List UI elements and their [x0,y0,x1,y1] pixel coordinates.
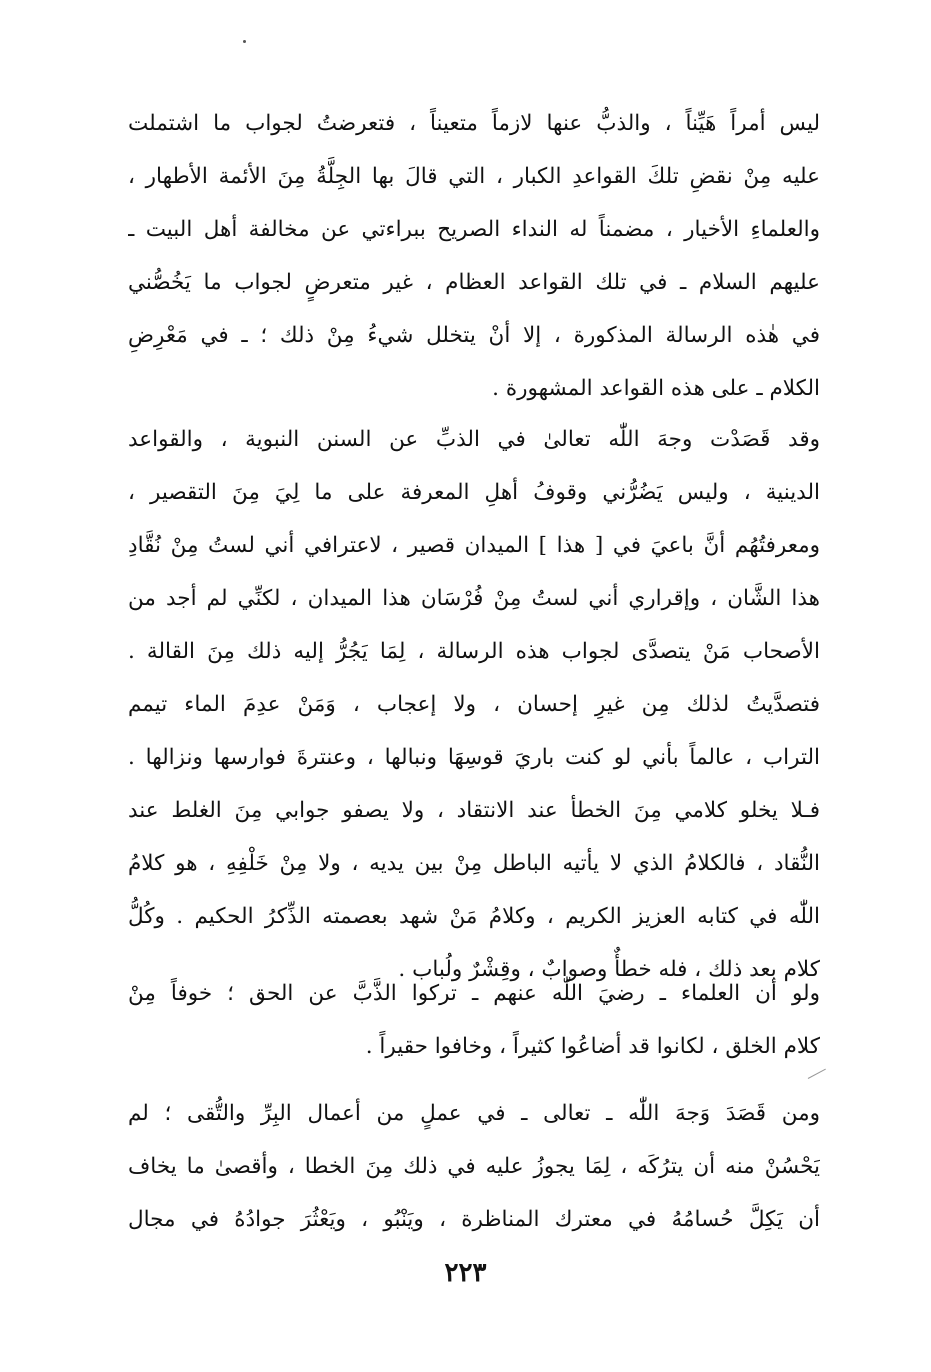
text-line: فتصدَّيتُ لذلك مِن غيرِ إحسان ، ولا إعجاب ، وَمَنْ عدِمَ الماء تيمم [128,692,820,717]
paragraph-1 [128,97,820,415]
text-line: أن يَكِلَّ حُسامُهُ في معترك المناظرة ، ويَنْبُو ، ويَعْثُرَ جوادُهُ في مجال [128,1207,820,1232]
text-line: الأصحاب مَنْ يتصدَّى لجواب هذه الرسالة ، لِمَا يَجُرُّ إليه ذلك مِنَ القالة . [128,639,820,664]
text-line: كلام الخلق ، لكانوا قد أضاعُوا كثيراً ، وخافوا حقيراً . [365,1034,820,1059]
scan-speck [243,40,246,43]
text-line: يَحْسُنْ منه أن يترُكَه ، لِمَا يجوزُ عليه في ذلك مِنَ الخطا ، وأقصىٰ ما يخاف [128,1154,820,1179]
text-line: ومعرفتُهُم أنَّ باعيَ في [ هذا ] الميدان قصير ، لاعترافي أني لستُ مِنْ نُقَّادِ [128,533,820,558]
text-line: كلام بعد ذلك ، فله خطأٌ وصوابٌ ، وقِشْرٌ ولُباب . [398,957,820,982]
text-line: التراب ، عالماً بأني لو كنت باريَ قوسِهَا ونبالها ، وعنترةَ فوارسها ونزالها . [128,745,820,770]
text-line: ومن قَصَدَ وَجهَ اللّٰه ـ تعالى ـ في عملٍ من أعمال البِرِّ والتُّقى ؛ لم [128,1101,820,1126]
text-line: وقد قَصَدْت وجهَ اللّٰه تعالىٰ في الذبِّ عن السنن النبوية ، والقواعد [128,427,820,452]
text-line: ليس أمراً هَيِّناً ، والذبُّ عنها لازماً متعيناً ، فتعرضتُ لجواب ما اشتملت [128,111,820,136]
text-line: عليهم السلام ـ في تلك القواعد العظام ، غير متعرضٍ لجواب ما يَخُصُّني [128,270,820,295]
text-line: فـلا يخلو كلامي مِنَ الخطأ عند الانتقاد ، ولا يصفو جوابي مِنَ الغلط عند [128,798,820,823]
paragraph-3 [128,967,820,1073]
page-number: ٢٢٣ [444,1258,487,1288]
text-line: عليه مِنْ نقضِ تلكَ القواعدِ الكبار ، التي قالَ بها الجِلَّةُ مِنَ الأئمة الأطهار ، [128,164,820,189]
text-line: اللّٰه في كتابه العزيز الكريم ، وكلامُ مَنْ شهد بعصمته الذِّكرُ الحكيم . وكُلُّ [128,904,820,929]
text-line: هذا الشَّان ، وإقراري أني لستُ مِنْ فُرْسَان هذا الميدان ، لكنِّي لم أجد من [128,586,820,611]
paragraph-4 [128,1087,820,1246]
text-line: والعلماءِ الأخيار ، مضمناً له النداء الصريح ببراءتي عن مخالفة أهل البيت ـ [128,217,820,242]
text-line: الدينية ، وليس يَضُرُّني وقوفُ أهلِ المعرفة على ما لِيَ مِنَ التقصير ، [128,480,820,505]
text-line: في هٰذه الرسالة المذكورة ، إلا أنْ يتخلل شيءُ مِنْ ذلك ؛ ـ في مَعْرِضِ [128,323,820,348]
text-line: الكلام ـ على هذه القواعد المشهورة . [492,376,820,401]
text-line: ولو أن العلماء ـ رضيَ اللّٰه عنهم ـ تركوا الذَّبَّ عن الحق ؛ خوفاً مِنْ [128,981,820,1006]
paragraph-2 [128,413,820,996]
text-line: النُّقاد ، فالكلامُ الذي لا يأتيه الباطل مِنْ بين يديه ، ولا مِنْ خَلْفِهِ ، هو كلامُ [128,851,820,876]
